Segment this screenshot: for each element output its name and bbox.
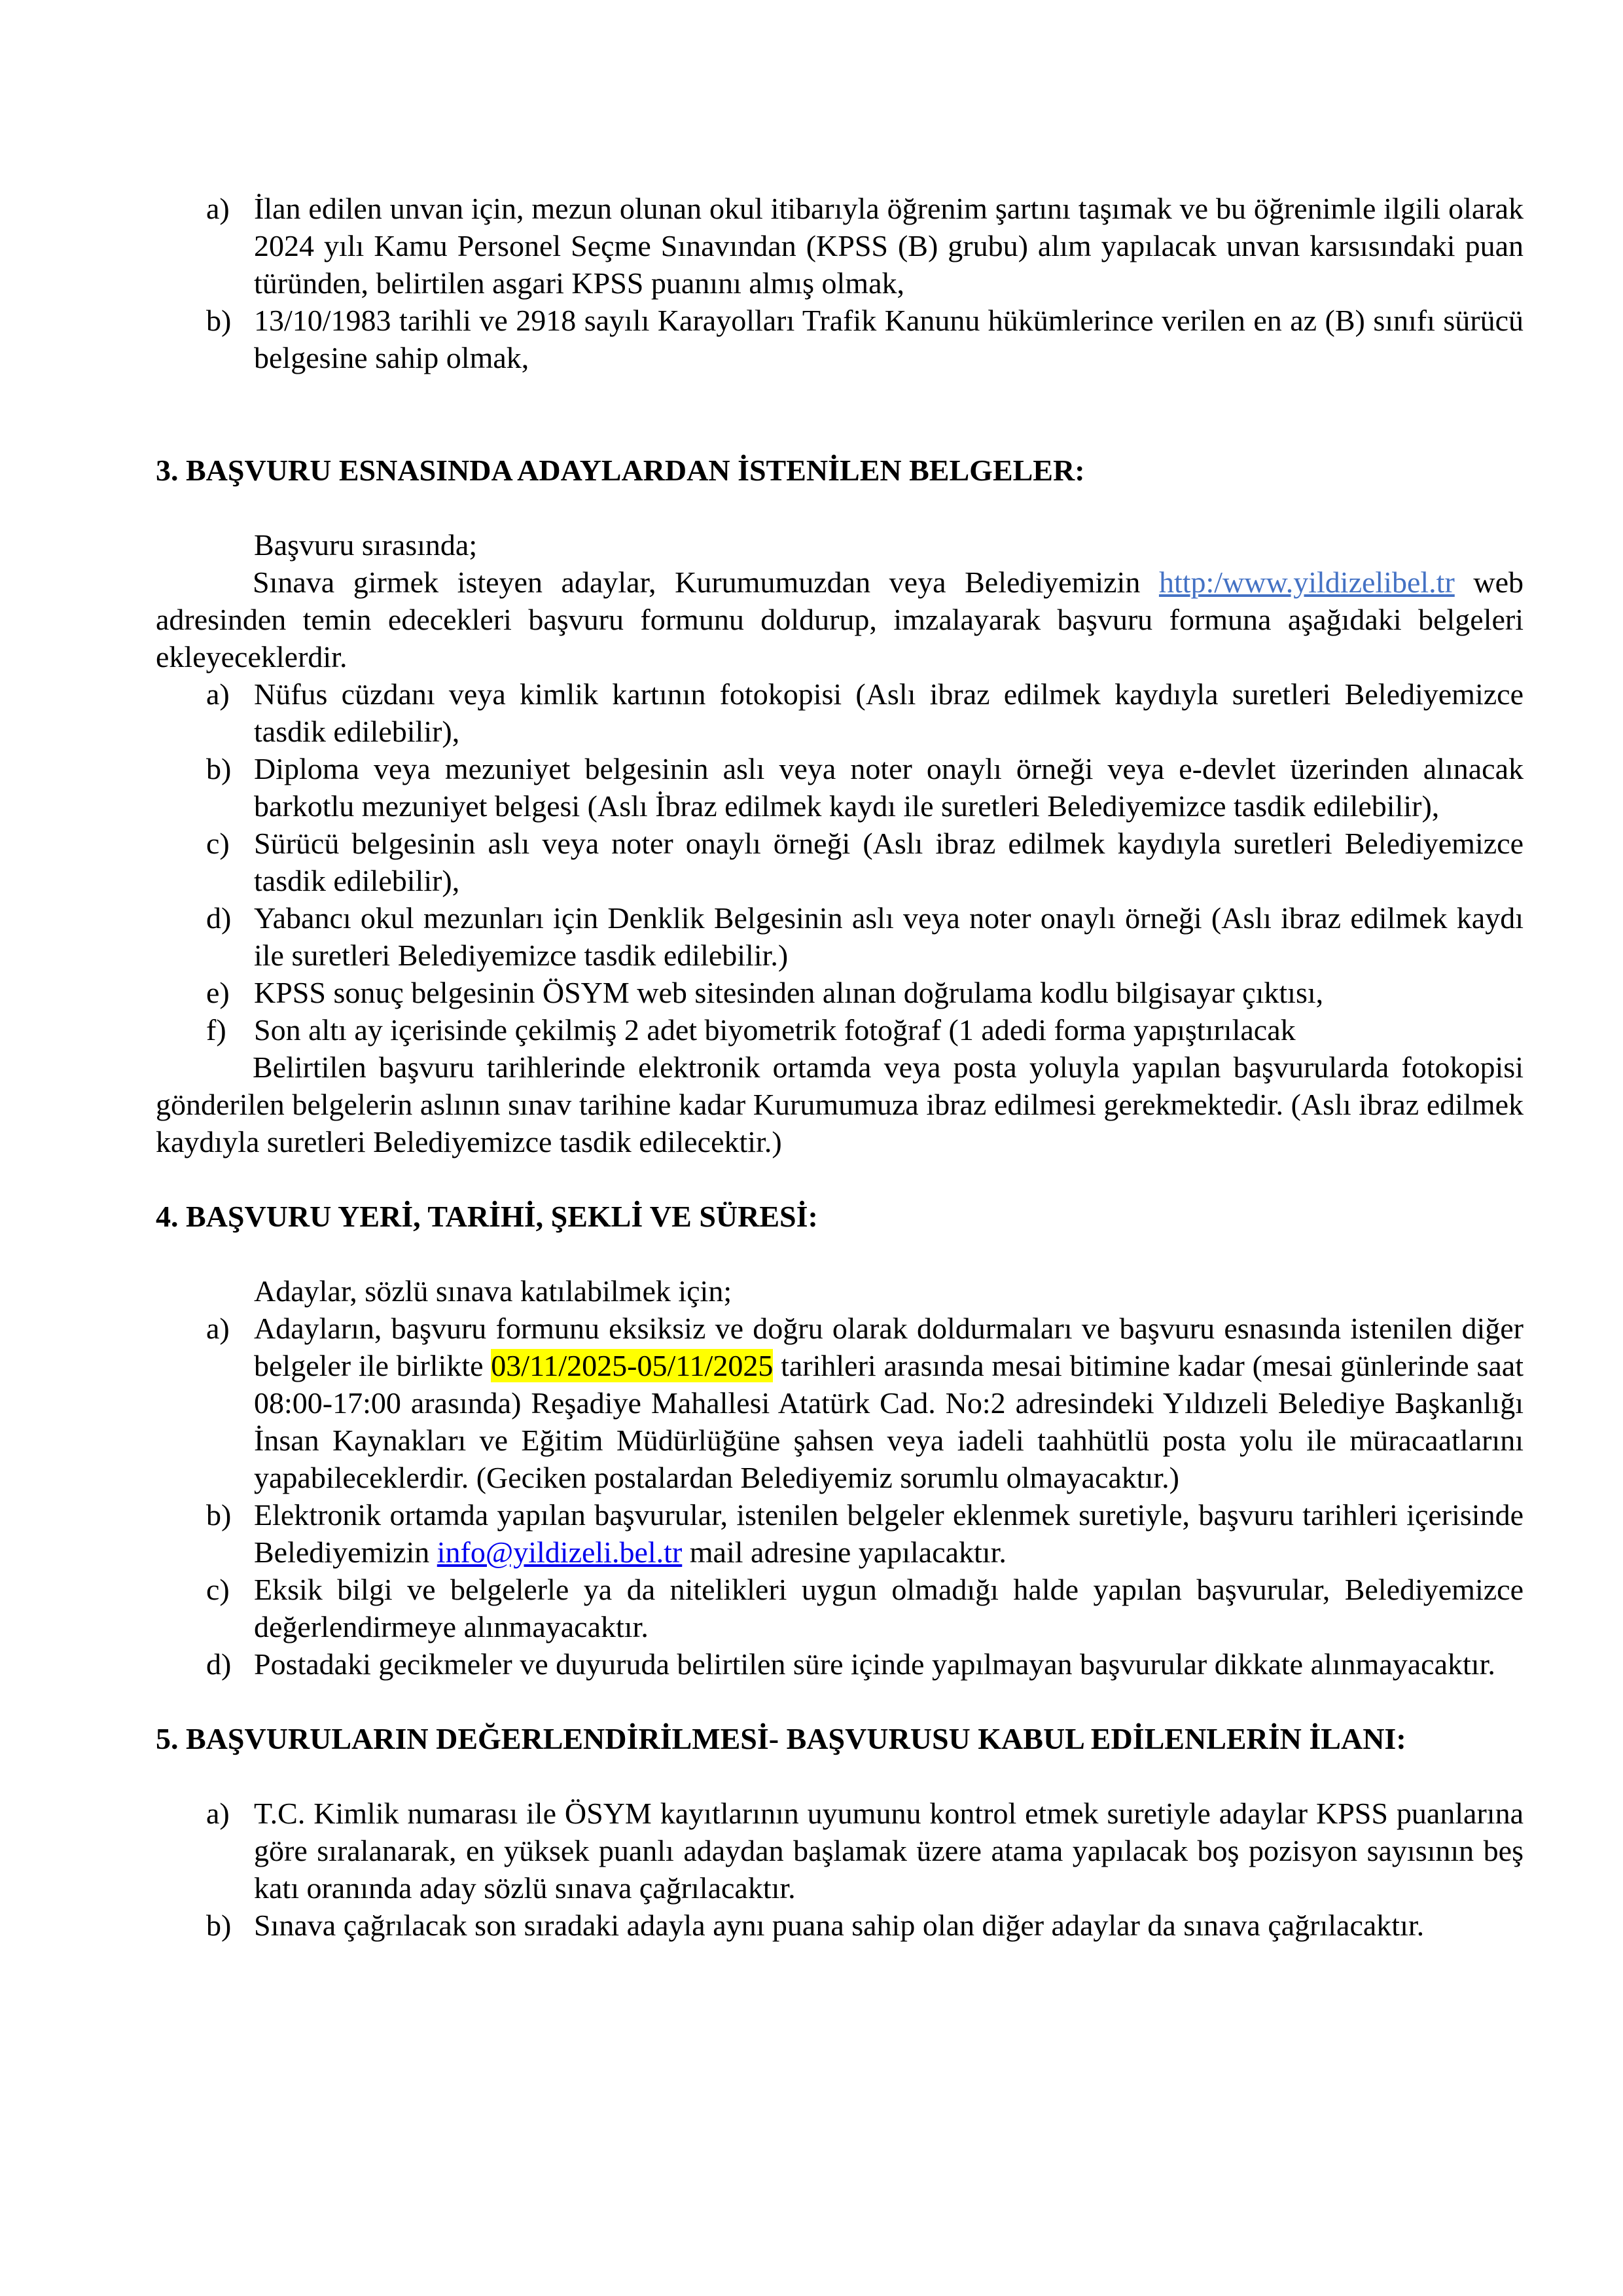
list-item: [156, 190, 1524, 302]
list-item-text: Sınava çağrılacak son sıradaki adayla aynı puana sahip olan diğer adaylar da sınava çağrılacaktır.: [254, 1909, 1425, 1942]
list-item-text: T.C. Kimlik numarası ile ÖSYM kayıtlarının uyumunu kontrol etmek suretiyle adaylar KPSS puanlarına göre sıralanarak, en yüksek puanlı adaydan başlamak üzere atama yapılacak boş pozisyon sayısının beş katı oranında aday sözlü sınava çağrılacaktır.: [254, 1797, 1524, 1905]
list-marker: b): [206, 304, 232, 337]
list-item: [156, 1310, 1524, 1496]
list-item-text: Eksik bilgi ve belgelerle ya da nitelikleri uygun olmadığı halde yapılan başvurular, Belediyemizce değerlendirmeye alınmayacaktır.: [254, 1573, 1524, 1643]
section4-heading: 4. BAŞVURU YERİ, TARİHİ, ŞEKLİ VE SÜRESİ:: [156, 1200, 818, 1233]
list-marker: b): [206, 1498, 232, 1532]
section3-intro: Başvuru sırasında;: [254, 528, 478, 562]
list-marker: a): [206, 1312, 230, 1345]
section3-paragraph-text-2: web adresinden temin edecekleri başvuru formunu doldurup, imzalayarak başvuru formuna aşağıdaki belgeleri ekleyeceklerdir.: [156, 565, 1524, 673]
list-item-text: İlan edilen unvan için, mezun olunan okul itibarıyla öğrenim şartını taşımak ve bu öğrenimle ilgili olarak 2024 yılı Kamu Personel Seçme Sınavından (KPSS (B) grubu) alım yapılacak unvan karsısındaki puan türünden, belirtilen asgari KPSS puanını almış olmak,: [254, 192, 1524, 300]
list-marker: a): [206, 677, 230, 711]
list-marker: a): [206, 192, 230, 225]
section4-intro: Adaylar, sözlü sınava katılabilmek için;: [254, 1274, 732, 1308]
list-item: [156, 1496, 1524, 1571]
list-marker: b): [206, 1909, 232, 1942]
application-dates-highlight: 03/11/2025-05/11/2025: [491, 1349, 774, 1382]
list-item: [156, 825, 1524, 899]
email-link[interactable]: info@yildizeli.bel.tr: [437, 1535, 683, 1569]
list-item: [156, 899, 1524, 974]
section3-heading: 3. BAŞVURU ESNASINDA ADAYLARDAN İSTENİLEN BELGELER:: [156, 454, 1085, 487]
list-marker: a): [206, 1797, 230, 1830]
section3-paragraph: [156, 564, 1524, 675]
list-item-text: Sürücü belgesinin aslı veya noter onaylı örneği (Aslı ibraz edilmek kaydıyla suretleri Belediyemizce tasdik edilebilir),: [254, 827, 1524, 897]
list-item-text: Nüfus cüzdanı veya kimlik kartının fotokopisi (Aslı ibraz edilmek kaydıyla suretleri Belediyemizce tasdik edilebilir),: [254, 677, 1524, 748]
list-marker: b): [206, 752, 232, 785]
section5-heading: 5. BAŞVURULARIN DEĞERLENDİRİLMESİ- BAŞVURUSU KABUL EDİLENLERİN İLANI:: [156, 1722, 1406, 1755]
list-item: [156, 302, 1524, 376]
list-item-text: Diploma veya mezuniyet belgesinin aslı veya noter onaylı örneği veya e-devlet üzerinden alınacak barkotlu mezuniyet belgesi (Aslı İbraz edilmek kaydı ile suretleri Belediyemizce tasdik edilebilir),: [254, 752, 1524, 823]
list-item: [156, 1645, 1524, 1683]
list-item-text: Yabancı okul mezunları için Denklik Belgesinin aslı veya noter onaylı örneği (Aslı ibraz edilmek kaydı ile suretleri Belediyemizce tasdik edilebilir.): [254, 901, 1524, 972]
list-marker: c): [206, 827, 230, 860]
section2-requirements-list: [156, 190, 1524, 376]
list-marker: c): [206, 1573, 230, 1606]
section4-list: [156, 1310, 1524, 1683]
list-marker: f): [206, 1013, 226, 1047]
list-item-text: Adayların, başvuru formunu eksiksiz ve doğru olarak doldurmaları ve başvuru esnasında istenilen diğer belgeler ile birlikte: [254, 1312, 1524, 1382]
list-item: [156, 1795, 1524, 1907]
section3-closing: Belirtilen başvuru tarihlerinde elektronik ortamda veya posta yoluyla yapılan başvurularda fotokopisi gönderilen belgelerin aslının sınav tarihine kadar Kurumumuza ibraz edilmesi gerekmektedir. (Aslı ibraz edilmek kaydıyla suretleri Belediyemizce tasdik edilecektir.): [156, 1050, 1524, 1158]
list-item-text: tarihleri arasında mesai bitimine kadar (mesai günlerinde saat 08:00-17:00 arasında) Reşadiye Mahallesi Atatürk Cad. No:2 adresindeki Yıldızeli Belediye Başkanlığı İnsan Kaynakları ve Eğitim Müdürlüğüne şahsen veya iadeli taahhütlü posta yolu ile müracaatlarını yapabileceklerdir. (Geciken postalardan Belediyemiz sorumlu olmayacaktır.): [254, 1349, 1524, 1494]
list-item: [156, 1907, 1524, 1944]
list-item-text: KPSS sonuç belgesinin ÖSYM web sitesinden alınan doğrulama kodlu bilgisayar çıktısı,: [254, 976, 1324, 1009]
list-item: [156, 1011, 1524, 1049]
list-item: [156, 1571, 1524, 1645]
list-item: [156, 974, 1524, 1011]
list-item: [156, 750, 1524, 825]
list-item-text: Son altı ay içerisinde çekilmiş 2 adet biyometrik fotoğraf (1 adedi forma yapıştırılacak: [254, 1013, 1296, 1047]
list-item-text: mail adresine yapılacaktır.: [682, 1535, 1007, 1569]
list-marker: d): [206, 901, 232, 935]
section5-list: [156, 1795, 1524, 1944]
list-marker: d): [206, 1647, 232, 1681]
document-page: [156, 190, 1524, 1944]
list-item-text: Postadaki gecikmeler ve duyuruda belirtilen süre içinde yapılmayan başvurular dikkate alınmayacaktır.: [254, 1647, 1495, 1681]
list-item: [156, 675, 1524, 750]
list-item-text: 13/10/1983 tarihli ve 2918 sayılı Karayolları Trafik Kanunu hükümlerince verilen en az (B) sınıfı sürücü belgesine sahip olmak,: [254, 304, 1524, 374]
list-item-text: Elektronik ortamda yapılan başvurular, istenilen belgeler eklenmek suretiyle, başvuru tarihleri içerisinde Belediyemizin: [254, 1498, 1524, 1569]
section3-paragraph-text-1: Sınava girmek isteyen adaylar, Kurumumuzdan veya Belediyemizin: [253, 565, 1159, 599]
list-marker: e): [206, 976, 230, 1009]
website-link[interactable]: http:/www.yildizelibel.tr: [1158, 565, 1455, 599]
section3-documents-list: [156, 675, 1524, 1049]
